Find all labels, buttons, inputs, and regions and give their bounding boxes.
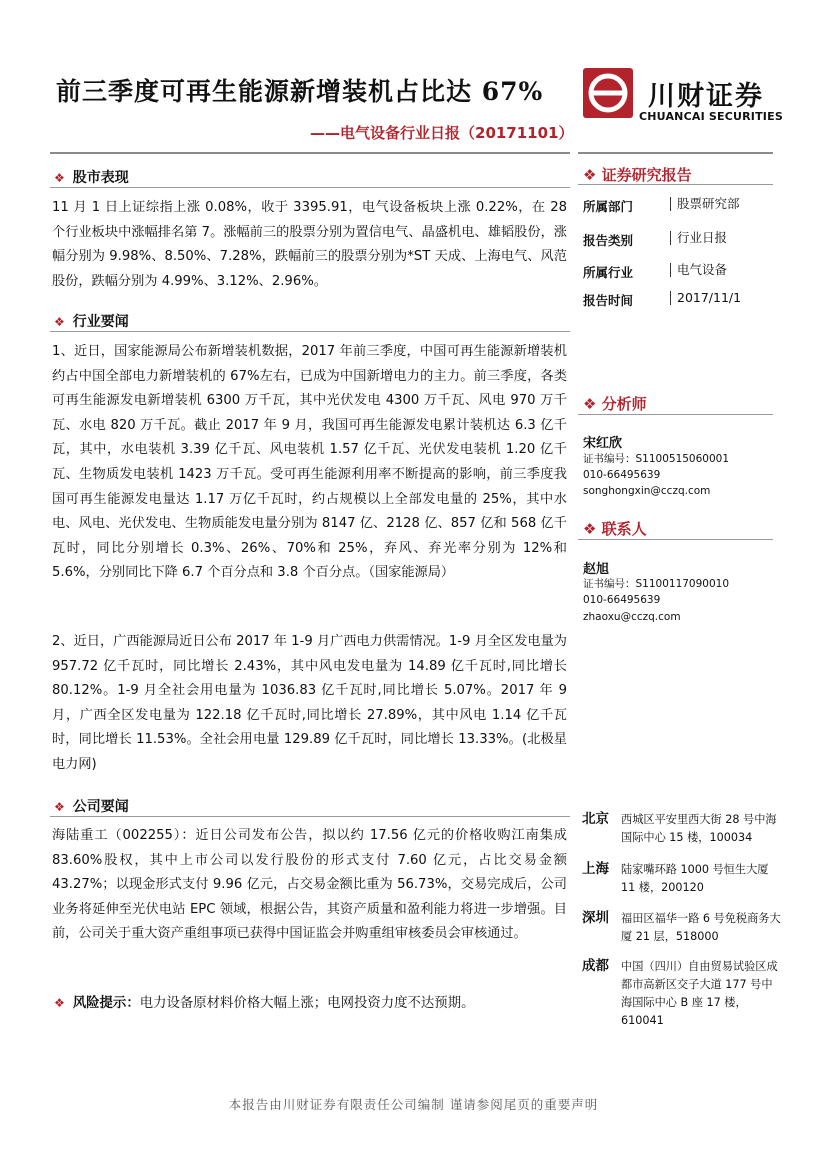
sidebar-heading-analyst: ❖ 分析师: [583, 395, 647, 413]
industry-paragraph-2: 2、近日，广西能源局近日公布 2017 年 1-9 月广西电力供需情况。1-9 月全区发电量为 957.72 亿千瓦时，同比增长 2.43%，其中风电发电量为 14.89 亿千瓦时,同比增长 80.12%。1-9 月全社会用电量为 1036.83 亿千瓦时,同比增长 5.07%。2017 年 9 月，广西全区发电量为 122.18 亿千瓦时,同比增长 27.89%，其中风电 1.14 亿千瓦时，同比增长 11.53%。全社会用电量 129.89 亿千瓦时，同比增长 13.33%。(北极星电力网): [52, 634, 567, 772]
section-divider: [50, 331, 570, 332]
diamond-bullet-icon: ❖: [54, 315, 65, 329]
sidebar-divider: [578, 539, 773, 540]
page-footer: 本报告由川财证券有限责任公司编制 谨请参阅尾页的重要声明: [228, 1097, 599, 1112]
info-key: 所属部门: [583, 199, 634, 214]
office-address: 西城区平安里西大街 28 号中海国际中心 15 楼，100034: [621, 813, 777, 844]
office-city: 北京: [582, 811, 609, 827]
info-key: 报告类别: [583, 233, 634, 248]
diamond-bullet-icon: ❖: [54, 171, 65, 185]
info-value: 电气设备: [670, 263, 727, 277]
info-key: 所属行业: [583, 265, 634, 280]
diamond-bullet-icon: ❖: [54, 800, 65, 814]
logo-english-name: CHUANCAI SECURITIES: [639, 110, 783, 123]
office-address: 中国（四川）自由贸易试验区成都市高新区交子大道 177 号中海国际中心 B 座 17 楼，610041: [621, 960, 778, 1027]
report-subtitle: ——电气设备行业日报（20171101）: [310, 124, 574, 142]
analyst-cert: 证书编号：S1100515060001: [583, 453, 730, 465]
office-address: 福田区福华一路 6 号免税商务大厦 21 层，518000: [621, 912, 781, 943]
sidebar-divider: [578, 414, 773, 415]
diamond-bullet-icon: ❖: [54, 996, 65, 1010]
contact-cert: 证书编号：S1100117090010: [583, 578, 730, 590]
risk-warning: ❖ 风险提示：电力设备原材料价格大幅上涨；电网投资力度不达预期。: [54, 996, 475, 1011]
logo-chinese-name: 川财证券: [648, 81, 764, 112]
section-heading-industry: ❖ 行业要闻: [54, 314, 129, 330]
office-city: 上海: [582, 861, 609, 877]
diamond-bullet-icon: ❖: [583, 166, 602, 184]
office-city: 深圳: [582, 910, 609, 926]
analyst-phone: 010-66495639: [583, 469, 661, 481]
info-key: 报告时间: [583, 293, 634, 308]
market-paragraph: 11 月 1 日上证综指上涨 0.08%，收于 3395.91，电气设备板块上涨 0.22%，在 28 个行业板块中涨幅排名第 7。涨幅前三的股票分别为置信电气、晶盛机电、雄韬股份，涨幅分别为 9.98%、8.50%、7.28%，跌幅前三的股票分别为*ST 天成、上海电气、风范股份，跌幅分别为 4.99%、3.12%、2.96%。: [52, 200, 567, 289]
header-divider: [50, 152, 570, 154]
contact-phone: 010-66495639: [583, 594, 661, 606]
info-value: 行业日报: [670, 231, 727, 245]
section-heading-company: ❖ 公司要闻: [54, 799, 129, 815]
info-value: 股票研究部: [670, 197, 740, 211]
contact-email[interactable]: zhaoxu@cczq.com: [583, 611, 681, 623]
sidebar-heading-contact: ❖ 联系人: [583, 520, 647, 538]
section-heading-market: ❖ 股市表现: [54, 170, 129, 186]
section-divider: [50, 187, 570, 188]
sidebar-header-divider: [578, 152, 773, 154]
analyst-email[interactable]: songhongxin@cczq.com: [583, 485, 711, 497]
page-title: 前三季度可再生能源新增装机占比达 67%: [56, 77, 544, 106]
sidebar-heading-report: ❖ 证券研究报告: [583, 166, 692, 184]
diamond-bullet-icon: ❖: [583, 520, 602, 538]
chuancai-logo-icon: [583, 68, 633, 118]
office-address: 陆家嘴环路 1000 号恒生大厦 11 楼，200120: [621, 863, 769, 894]
diamond-bullet-icon: ❖: [583, 395, 602, 413]
section-divider: [50, 816, 570, 817]
sidebar-divider: [578, 184, 773, 185]
office-city: 成都: [582, 958, 609, 974]
info-value: 2017/11/1: [670, 291, 741, 305]
industry-paragraph-1: 1、近日，国家能源局公布新增装机数据，2017 年前三季度，中国可再生能源新增装机约占中国全部电力新增装机的 67%左右，已成为中国新增电力的主力。前三季度，各类可再生能源发电新增装机 6300 万千瓦，其中光伏发电 4300 万千瓦、风电 970 万千瓦、水电 820 万千瓦。截止 2017 年 9 月，我国可再生能源发电累计装机达 6.3 亿千瓦，其中，水电装机 3.39 亿千瓦、风电装机 1.57 亿千瓦、光伏发电装机 1.20 亿千瓦、生物质发电装机 1423 万千瓦。受可再生能源利用率不断提高的影响，前三季度我国可再生能源发电量达 1.17 万亿千瓦时，约占规模以上全部发电量的 25%，其中水电、风电、光伏发电、生物质能发电量分别为 8147 亿、2128 亿、857 亿和 568 亿千瓦时，同比分别增长 0.3%、26%、70%和 25%，弃风、弃光率分别为 12%和 5.6%，分别同比下降 6.7 个百分点和 3.8 个百分点。（国家能源局）: [52, 344, 567, 581]
company-paragraph: 海陆重工（002255）：近日公司发布公告，拟以约 17.56 亿元的价格收购江南集成 83.60%股权，其中上市公司以发行股份的形式支付 7.60 亿元，占比交易金额 43.27%；以现金形式支付 9.96 亿元，占交易金额比重为 56.73%，交易完成后，公司业务将延伸至光伏电站 EPC 领域，根据公告，其资产质量和盈利能力将进一步增强。目前，公司关于重大资产重组事项已获得中国证监会并购重组审核委员会审核通过。: [52, 828, 567, 942]
contact-name: 赵旭: [583, 562, 610, 577]
analyst-name: 宋红欣: [583, 436, 623, 451]
